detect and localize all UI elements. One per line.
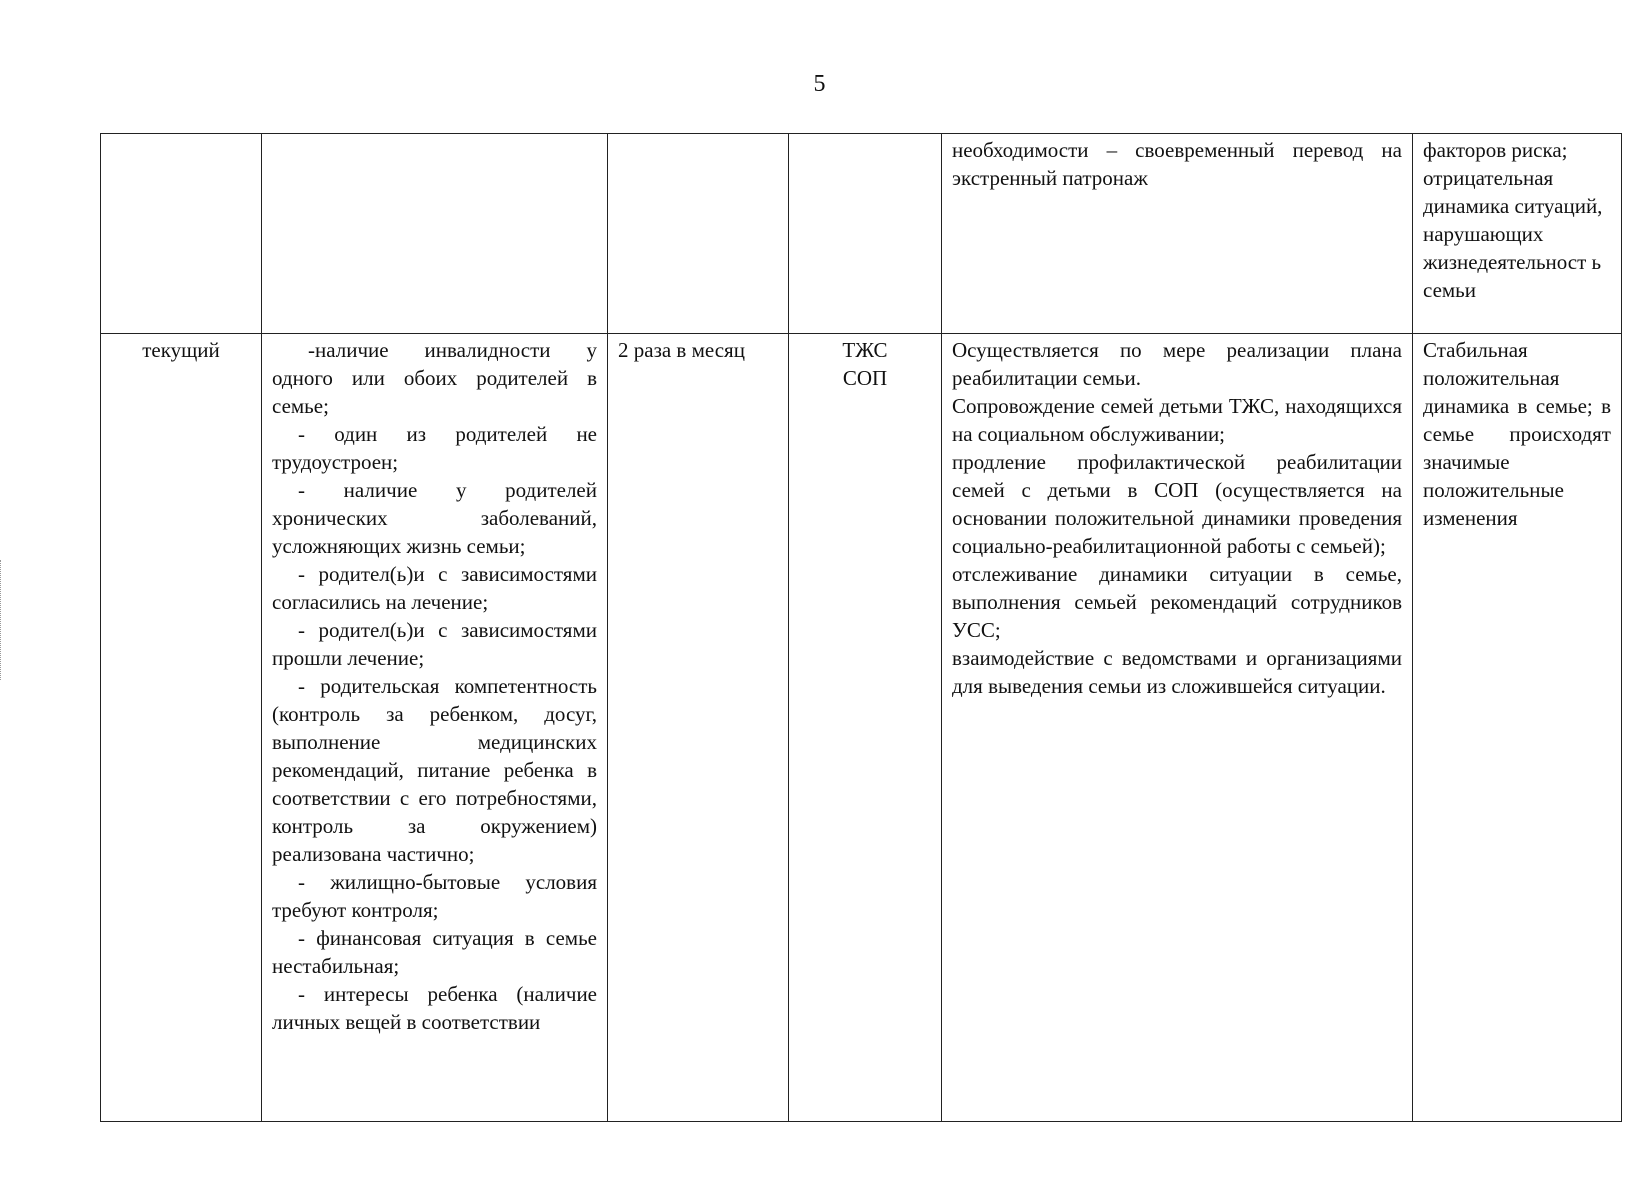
criteria-item: - жилищно-бытовые условия требуют контроля; <box>272 870 597 922</box>
cell-result: Стабильная положительная динамика в семье; в семье происходят значимые положительные изменения <box>1413 334 1622 1122</box>
criteria-item: - финансовая ситуация в семье нестабильная; <box>272 926 597 978</box>
criteria-item: - интересы ребенка (наличие личных вещей в соответствии <box>272 982 597 1034</box>
cell-category <box>789 334 942 1122</box>
plan-table <box>100 133 1622 1122</box>
measure-item: продление профилактической реабилитации семей с детьми в СОП (осуществляется на основании положительной динамики проведения социально-реабилитационной работы с семьей); <box>952 450 1402 558</box>
cell-stage: текущий <box>101 334 262 1122</box>
table-row <box>101 334 1622 1122</box>
cell-criteria <box>262 134 608 334</box>
measure-item: Сопровождение семей детьми ТЖС, находящихся на социальном обслуживании; <box>952 394 1402 446</box>
table-row <box>101 134 1622 334</box>
cell-criteria <box>262 334 608 1122</box>
cell-frequency <box>608 134 789 334</box>
criteria-item: - один из родителей не трудоустроен; <box>272 422 597 474</box>
criteria-item: -наличие инвалидности у одного или обоих родителей в семье; <box>272 338 597 418</box>
cell-result: факторов риска; отрицательная динамика ситуаций, нарушающих жизнедеятельност ь семьи <box>1413 134 1622 334</box>
criteria-item: - родител(ь)и с зависимостями согласились на лечение; <box>272 562 597 614</box>
cell-measures: необходимости – своевременный перевод на экстренный патронаж <box>942 134 1413 334</box>
category-line: ТЖС <box>842 338 888 362</box>
criteria-item: - наличие у родителей хронических заболеваний, усложняющих жизнь семьи; <box>272 478 597 558</box>
cell-stage <box>101 134 262 334</box>
cell-frequency: 2 раза в месяц <box>608 334 789 1122</box>
criteria-item: - родительская компетентность (контроль за ребенком, досуг, выполнение медицинских рекомендаций, питание ребенка в соответствии с его потребностями, контроль за окружением) реализована частично; <box>272 674 597 866</box>
cell-category <box>789 134 942 334</box>
measure-item: взаимодействие с ведомствами и организациями для выведения семьи из сложившейся ситуации. <box>952 646 1402 698</box>
page-number: 5 <box>813 71 826 97</box>
cell-measures <box>942 334 1413 1122</box>
category-line: СОП <box>842 366 888 390</box>
measure-item: Осуществляется по мере реализации плана реабилитации семьи. <box>952 338 1402 390</box>
margin-scan-mark <box>0 560 4 680</box>
criteria-item: - родител(ь)и с зависимостями прошли лечение; <box>272 618 597 670</box>
measure-item: отслеживание динамики ситуации в семье, выполнения семьей рекомендаций сотрудников УСС; <box>952 562 1402 642</box>
